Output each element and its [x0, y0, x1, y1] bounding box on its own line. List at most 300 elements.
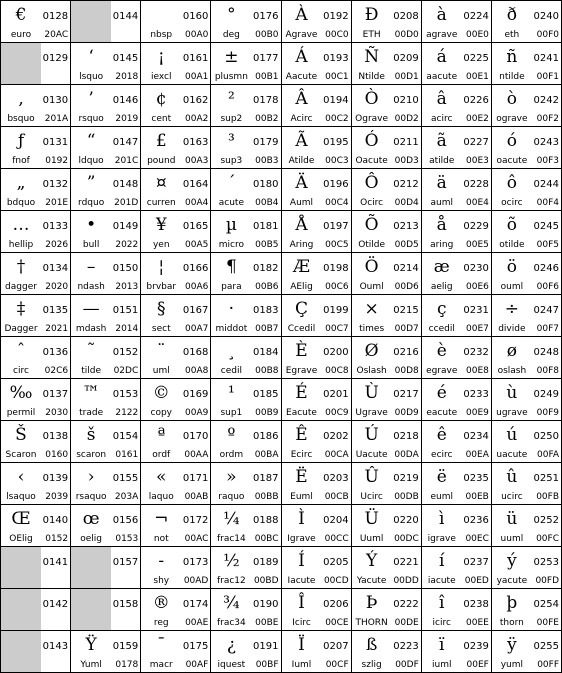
- decimal-code: 0156: [112, 515, 139, 526]
- char-cell: [141, 631, 211, 673]
- hex-code: 00C2: [325, 114, 349, 124]
- decimal-code: 0216: [393, 347, 419, 358]
- hex-code: 0152: [45, 534, 69, 544]
- glyph: Ì: [298, 509, 305, 529]
- char-cell: [211, 547, 281, 589]
- hex-code: 00E5: [466, 240, 489, 250]
- entity-name: ouml: [500, 282, 524, 292]
- decimal-code: 0166: [182, 263, 209, 274]
- glyph: »: [226, 467, 237, 487]
- glyph: Ð: [364, 5, 379, 25]
- hex-code: 00EA: [465, 450, 489, 460]
- entity-name: scaron: [76, 450, 107, 460]
- entity-name: para: [221, 282, 242, 292]
- entity-name: igrave: [427, 534, 456, 544]
- entity-name: aring: [430, 240, 454, 250]
- glyph: þ: [506, 593, 518, 613]
- entity-name: reg: [153, 618, 169, 628]
- hex-code: 203A: [114, 492, 139, 502]
- char-cell: [71, 547, 141, 589]
- hex-code: 00C1: [325, 72, 349, 82]
- glyph: ƒ: [17, 131, 25, 151]
- glyph: Ñ: [364, 47, 380, 67]
- glyph: Æ: [292, 257, 311, 277]
- decimal-code: 0201: [323, 389, 349, 400]
- char-cell: [141, 85, 211, 127]
- glyph: Ê: [295, 425, 308, 445]
- decimal-code: 0227: [463, 137, 489, 148]
- entity-name: ugrave: [496, 408, 528, 418]
- entity-name: acute: [218, 198, 244, 208]
- glyph: Â: [295, 89, 308, 109]
- char-cell: [71, 505, 141, 547]
- char-cell: [492, 211, 562, 253]
- decimal-code: 0240: [533, 11, 559, 22]
- hex-code: 02DC: [113, 366, 139, 376]
- decimal-code: 0176: [253, 11, 279, 22]
- glyph: Ó: [364, 131, 379, 151]
- entity-name: Uuml: [359, 534, 384, 544]
- decimal-code: 0183: [253, 305, 279, 316]
- glyph: ø: [506, 341, 517, 361]
- char-cell: [352, 379, 422, 421]
- glyph: ‡: [16, 299, 26, 319]
- hex-code: 00DB: [394, 492, 419, 502]
- entity-name: raquo: [218, 492, 245, 502]
- entity-name: circ: [13, 366, 29, 376]
- entity-name: Oacute: [355, 156, 388, 166]
- entity-name: yacute: [496, 576, 528, 586]
- glyph: ±: [224, 47, 239, 67]
- char-cell: [1, 85, 71, 127]
- glyph: ¼: [223, 509, 240, 529]
- decimal-code: 0139: [42, 473, 69, 484]
- entity-name: ucirc: [501, 492, 523, 502]
- hex-code: 2014: [115, 324, 139, 334]
- char-cell: [141, 295, 211, 337]
- entity-name: Agrave: [285, 30, 318, 40]
- decimal-code: 0188: [253, 515, 279, 526]
- decimal-code: 0170: [182, 431, 209, 442]
- entity-name: eth: [504, 30, 520, 40]
- entity-name: shy: [153, 576, 170, 586]
- decimal-code: 0193: [323, 53, 349, 64]
- hex-code: 00AD: [183, 576, 209, 586]
- decimal-code: 0172: [182, 515, 209, 526]
- decimal-code: 0180: [253, 179, 279, 190]
- glyph: æ: [433, 257, 450, 277]
- decimal-code: 0186: [253, 431, 279, 442]
- char-cell: [492, 253, 562, 295]
- char-cell: [422, 589, 492, 631]
- entity-name: uml: [152, 366, 170, 376]
- char-cell: [211, 463, 281, 505]
- decimal-code: 0229: [463, 221, 489, 232]
- glyph: “: [86, 131, 96, 151]
- char-cell: [211, 379, 281, 421]
- glyph: •: [86, 215, 97, 235]
- decimal-code: 0131: [42, 137, 69, 148]
- decimal-code: 0226: [463, 95, 489, 106]
- hex-code: 0192: [45, 156, 69, 166]
- char-cell: [71, 211, 141, 253]
- entity-name: micro: [218, 240, 244, 250]
- entity-name: yuml: [500, 660, 524, 670]
- entity-name: Ouml: [359, 282, 384, 292]
- hex-code: 02C6: [44, 366, 69, 376]
- entity-name: macr: [149, 660, 173, 670]
- decimal-code: 0158: [112, 599, 139, 610]
- glyph: Î: [298, 593, 305, 613]
- entity-name: Igrave: [287, 534, 316, 544]
- hex-code: 00E9: [466, 408, 489, 418]
- decimal-code: 0204: [323, 515, 349, 526]
- glyph: ô: [506, 173, 517, 193]
- decimal-code: 0211: [393, 137, 419, 148]
- char-cell: [1, 1, 71, 43]
- glyph: è: [436, 341, 447, 361]
- glyph: Ø: [364, 341, 379, 361]
- char-cell: [492, 295, 562, 337]
- glyph: ©: [152, 383, 170, 403]
- decimal-code: 0244: [533, 179, 559, 190]
- decimal-code: 0191: [253, 641, 279, 652]
- char-cell: [1, 169, 71, 211]
- entity-name: Ecirc: [290, 450, 313, 460]
- glyph: ñ: [506, 47, 518, 67]
- hex-code: 00F0: [536, 30, 559, 40]
- entity-name: bsquo: [7, 114, 35, 124]
- entity-name: Aacute: [285, 72, 318, 82]
- empty-glyph-placeholder: [1, 631, 41, 672]
- decimal-code: 0160: [182, 11, 209, 22]
- char-cell: [352, 421, 422, 463]
- hex-code: 00D1: [394, 72, 419, 82]
- char-cell: [71, 379, 141, 421]
- hex-code: 00BB: [254, 492, 279, 502]
- glyph: «: [156, 467, 167, 487]
- decimal-code: 0182: [253, 263, 279, 274]
- char-cell: [422, 127, 492, 169]
- char-cell: [141, 547, 211, 589]
- hex-code: 00CC: [324, 534, 349, 544]
- char-cell: [422, 85, 492, 127]
- glyph: Ä: [295, 173, 308, 193]
- glyph: §: [157, 299, 166, 319]
- entity-name: Atilde: [288, 156, 315, 166]
- hex-code: 00C7: [325, 324, 349, 334]
- glyph: ç: [436, 299, 447, 319]
- hex-code: 00F7: [536, 324, 559, 334]
- entity-name: copy: [150, 408, 172, 418]
- entity-name: oslash: [497, 366, 527, 376]
- empty-glyph-placeholder: [71, 589, 111, 630]
- glyph: ¥: [155, 215, 167, 235]
- glyph: ù: [506, 383, 518, 403]
- char-cell: [422, 43, 492, 85]
- hex-code: 201C: [114, 156, 139, 166]
- char-cell: [141, 169, 211, 211]
- entity-name: divide: [498, 324, 526, 334]
- hex-code: 00D7: [394, 324, 419, 334]
- entity-name: sup1: [220, 408, 243, 418]
- char-cell: [282, 505, 352, 547]
- hex-code: 00A4: [185, 198, 209, 208]
- entity-name: Yuml: [80, 660, 102, 670]
- entity-name: oelig: [80, 534, 102, 544]
- glyph: È: [295, 341, 308, 361]
- glyph: É: [295, 383, 308, 403]
- hex-code: 00DC: [394, 534, 419, 544]
- glyph: ¸: [227, 341, 236, 361]
- decimal-code: 0142: [42, 599, 69, 610]
- hex-code: 00DF: [395, 660, 419, 670]
- decimal-code: 0250: [533, 431, 559, 442]
- entity-name: euml: [430, 492, 453, 502]
- hex-code: 00ED: [464, 576, 489, 586]
- entity-name: permil: [6, 408, 36, 418]
- char-cell: [422, 211, 492, 253]
- glyph: Ô: [364, 173, 379, 193]
- hex-code: 0153: [115, 534, 139, 544]
- glyph: Û: [364, 467, 379, 487]
- decimal-code: 0228: [463, 179, 489, 190]
- decimal-code: 0143: [42, 641, 69, 652]
- char-cell: [282, 547, 352, 589]
- hex-code: 00B0: [255, 30, 279, 40]
- entity-name: plusmn: [214, 72, 248, 82]
- decimal-code: 0232: [463, 347, 489, 358]
- entity-name: Otilde: [358, 240, 386, 250]
- char-cell: [71, 337, 141, 379]
- glyph: ö: [506, 257, 517, 277]
- hex-code: 00BC: [254, 534, 279, 544]
- glyph: Ú: [364, 425, 379, 445]
- glyph: ¦: [158, 257, 165, 277]
- glyph: €: [15, 5, 27, 25]
- decimal-code: 0145: [112, 53, 139, 64]
- hex-code: 00F5: [536, 240, 559, 250]
- entity-name: uuml: [500, 534, 524, 544]
- entity-name: Ccedil: [287, 324, 316, 334]
- entity-name: Ograve: [355, 114, 389, 124]
- decimal-code: 0174: [182, 599, 209, 610]
- hex-code: 00CA: [324, 450, 349, 460]
- char-cell: [71, 421, 141, 463]
- hex-code: 00A3: [185, 156, 209, 166]
- glyph: õ: [506, 215, 517, 235]
- char-cell: [282, 295, 352, 337]
- char-cell: [492, 463, 562, 505]
- decimal-code: 0231: [463, 305, 489, 316]
- glyph: ’: [88, 89, 94, 109]
- char-cell: [282, 1, 352, 43]
- hex-code: 00FA: [537, 450, 559, 460]
- entity-name: oacute: [496, 156, 528, 166]
- decimal-code: 0132: [42, 179, 69, 190]
- glyph: ‰: [9, 383, 33, 403]
- glyph: ã: [436, 131, 447, 151]
- char-cell: [282, 211, 352, 253]
- hex-code: 00B5: [255, 240, 279, 250]
- char-cell: [282, 379, 352, 421]
- char-cell: [282, 589, 352, 631]
- char-cell: [71, 589, 141, 631]
- decimal-code: 0249: [533, 389, 559, 400]
- glyph: Ÿ: [85, 635, 97, 655]
- char-cell: [352, 547, 422, 589]
- glyph: ‹: [17, 467, 25, 487]
- hex-code: 00D0: [394, 30, 419, 40]
- glyph: …: [12, 215, 30, 235]
- entity-name: Egrave: [285, 366, 318, 376]
- entity-name: ntilde: [499, 72, 525, 82]
- glyph: ð: [506, 5, 517, 25]
- decimal-code: 0147: [112, 137, 139, 148]
- decimal-code: 0138: [42, 431, 69, 442]
- decimal-code: 0214: [393, 263, 419, 274]
- hex-code: 00D6: [394, 282, 419, 292]
- hex-code: 00F6: [536, 282, 559, 292]
- decimal-code: 0175: [182, 641, 209, 652]
- empty-glyph-placeholder: [71, 1, 111, 42]
- glyph: ›: [87, 467, 95, 487]
- hex-code: 00FF: [537, 660, 559, 670]
- glyph: ¤: [155, 173, 167, 193]
- entity-name: mdash: [75, 324, 107, 334]
- entity-name: Uacute: [355, 450, 388, 460]
- entity-name: Eacute: [286, 408, 317, 418]
- glyph: Œ: [11, 509, 31, 529]
- entity-name: sect: [151, 324, 171, 334]
- entity-name: szlig: [361, 660, 382, 670]
- hex-code: 00A2: [185, 114, 209, 124]
- entity-name: times: [359, 324, 385, 334]
- hex-code: 00BD: [253, 576, 279, 586]
- char-cell: [282, 253, 352, 295]
- hex-code: 2026: [45, 240, 69, 250]
- decimal-code: 0144: [112, 11, 139, 22]
- glyph: ¬: [154, 509, 169, 529]
- decimal-code: 0209: [393, 53, 419, 64]
- char-cell: [71, 127, 141, 169]
- decimal-code: 0168: [182, 347, 209, 358]
- decimal-code: 0248: [533, 347, 559, 358]
- decimal-code: 0246: [533, 263, 559, 274]
- glyph: Ü: [364, 509, 379, 529]
- decimal-code: 0208: [393, 11, 419, 22]
- decimal-code: 0136: [42, 347, 69, 358]
- char-cell: [492, 127, 562, 169]
- hex-code: 00FD: [535, 576, 559, 586]
- glyph: ¡: [157, 47, 165, 67]
- hex-code: 00C0: [325, 30, 349, 40]
- glyph: ú: [506, 425, 518, 445]
- hex-code: 20AC: [44, 30, 69, 40]
- decimal-code: 0206: [323, 599, 349, 610]
- char-cell: [492, 547, 562, 589]
- hex-code: 00CE: [325, 618, 349, 628]
- decimal-code: 0164: [182, 179, 209, 190]
- decimal-code: 0247: [533, 305, 559, 316]
- glyph: é: [436, 383, 447, 403]
- empty-glyph-placeholder: [1, 589, 41, 630]
- entity-name: ordm: [219, 450, 244, 460]
- glyph: °: [227, 5, 236, 25]
- hex-code: 00D8: [394, 366, 419, 376]
- hex-code: 00AC: [184, 534, 209, 544]
- hex-code: 00F9: [536, 408, 559, 418]
- glyph: ˆ: [16, 341, 26, 361]
- glyph: ½: [223, 551, 240, 571]
- char-cell: [492, 589, 562, 631]
- decimal-code: 0173: [182, 557, 209, 568]
- glyph: ý: [507, 551, 517, 571]
- hex-code: 00A8: [185, 366, 209, 376]
- glyph: ·: [228, 299, 235, 319]
- hex-code: 0178: [115, 660, 139, 670]
- char-cell: [352, 85, 422, 127]
- glyph: ÷: [504, 299, 519, 319]
- char-cell: [492, 631, 562, 673]
- glyph: ¶: [225, 257, 237, 277]
- decimal-code: 0234: [463, 431, 489, 442]
- entity-name: dagger: [5, 282, 37, 292]
- hex-code: 00FB: [536, 492, 559, 502]
- char-cell: [141, 337, 211, 379]
- decimal-code: 0137: [42, 389, 69, 400]
- entity-name: bdquo: [6, 198, 36, 208]
- glyph: î: [439, 593, 445, 613]
- entity-name: Oslash: [356, 366, 387, 376]
- hex-code: 2018: [115, 72, 139, 82]
- char-cell: [282, 85, 352, 127]
- glyph: ß: [365, 635, 378, 655]
- entity-name: Acirc: [290, 114, 313, 124]
- hex-code: 00B9: [255, 408, 279, 418]
- empty-glyph-placeholder: [71, 547, 111, 588]
- entity-name: Euml: [290, 492, 313, 502]
- char-cell: [492, 1, 562, 43]
- hex-code: 2020: [45, 282, 69, 292]
- entity-name: ccedil: [428, 324, 455, 334]
- hex-code: 201D: [114, 198, 139, 208]
- glyph: µ: [225, 215, 237, 235]
- decimal-code: 0218: [393, 431, 419, 442]
- char-cell: [1, 379, 71, 421]
- entity-name: nbsp: [150, 30, 173, 40]
- hex-code: 00D4: [394, 198, 419, 208]
- char-cell: [352, 463, 422, 505]
- decimal-code: 0192: [323, 11, 349, 22]
- decimal-code: 0187: [253, 473, 279, 484]
- char-cell: [282, 127, 352, 169]
- char-cell: [211, 43, 281, 85]
- glyph: á: [436, 47, 447, 67]
- decimal-code: 0200: [323, 347, 349, 358]
- char-cell: [71, 43, 141, 85]
- glyph: ®: [152, 593, 170, 613]
- decimal-code: 0213: [393, 221, 419, 232]
- glyph: ‘: [88, 47, 94, 67]
- entity-name: auml: [430, 198, 453, 208]
- glyph: ¾: [223, 593, 240, 613]
- hex-code: 0160: [45, 450, 69, 460]
- entity-name: AElig: [290, 282, 313, 292]
- hex-code: 00A5: [185, 240, 209, 250]
- char-cell: [352, 337, 422, 379]
- decimal-code: 0243: [533, 137, 559, 148]
